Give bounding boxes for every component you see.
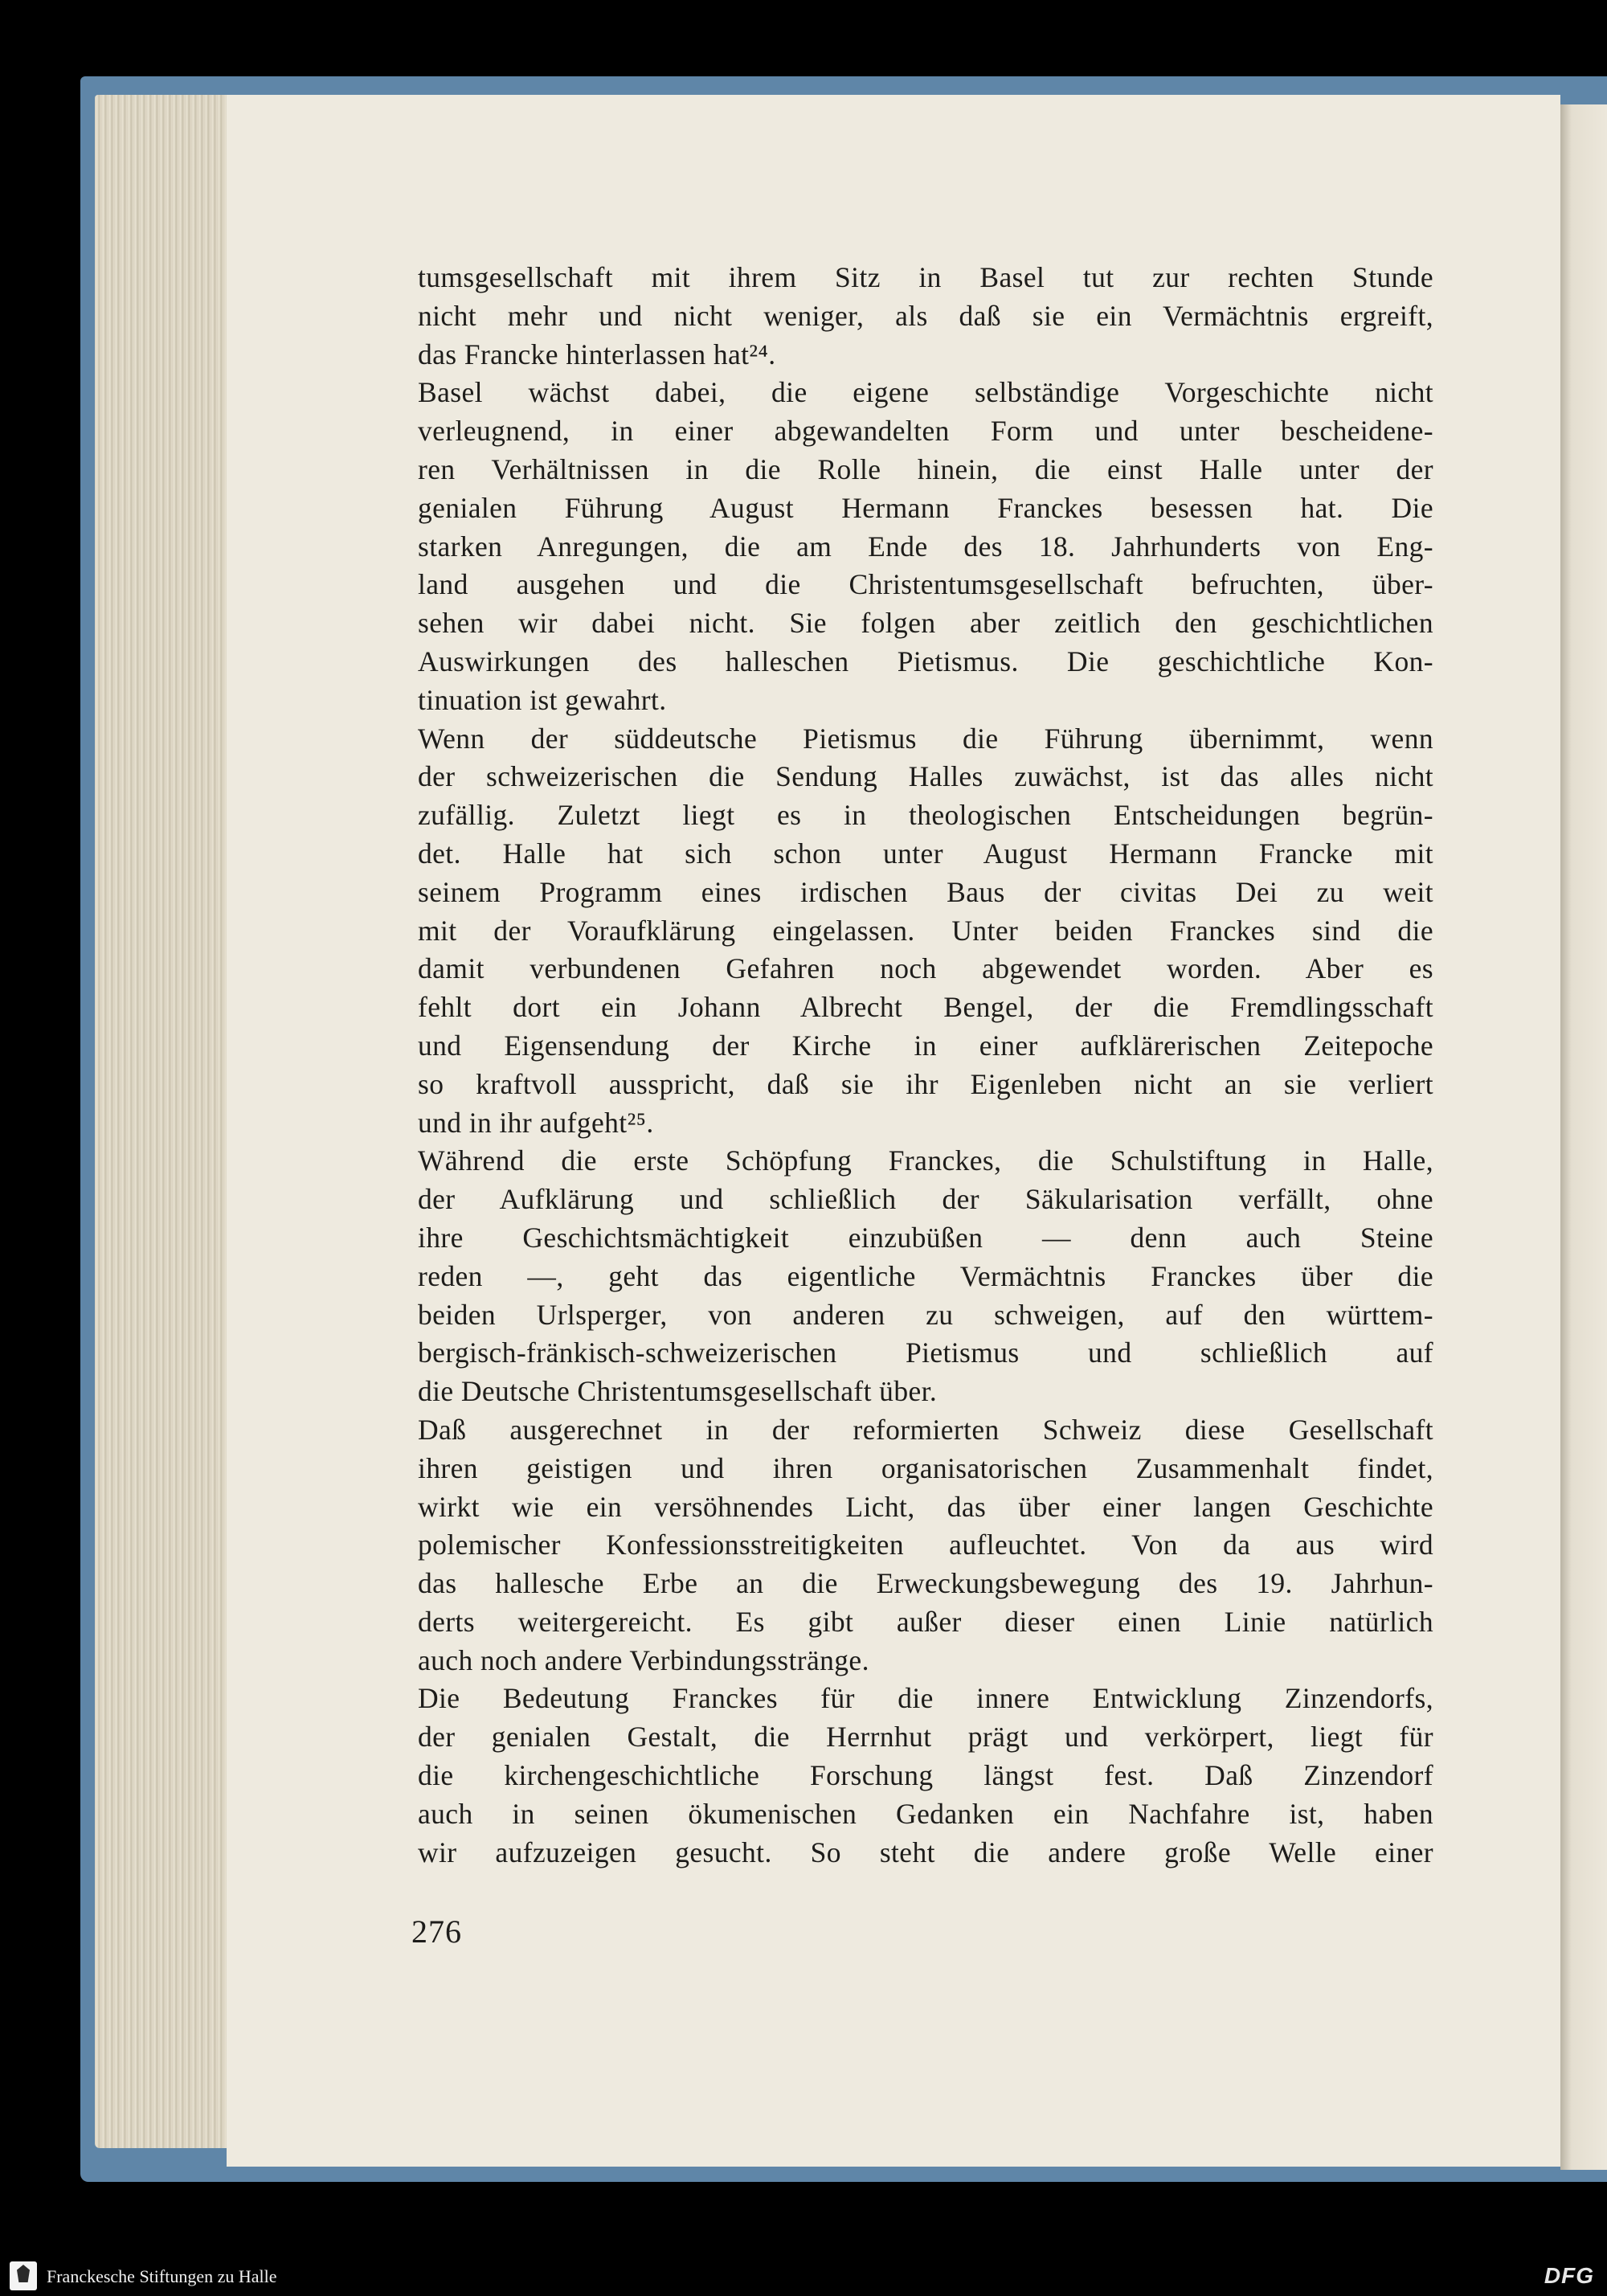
text-line: und Eigensendung der Kirche in einer aufklärerischen Zeitepoche	[418, 1029, 1433, 1062]
text-line: auch in seinen ökumenischen Gedanken ein Nachfahre ist, haben	[418, 1797, 1433, 1830]
text-line: auch noch andere Verbindungsstränge.	[418, 1643, 869, 1676]
text-line: wirkt wie ein versöhnendes Licht, das über einer langen Geschichte	[418, 1490, 1433, 1523]
text-line: fehlt dort ein Johann Albrecht Bengel, der die Fremdlingsschaft	[418, 991, 1433, 1024]
text-line: Daß ausgerechnet in der reformierten Schweiz diese Gesellschaft	[418, 1413, 1433, 1446]
text-line: seinem Programm eines irdischen Baus der civitas Dei zu weit	[418, 875, 1433, 908]
text-line: damit verbundenen Gefahren noch abgewendet worden. Aber es	[418, 952, 1433, 985]
text-line: reden —, geht das eigentliche Vermächtnis Franckes über die	[418, 1259, 1433, 1292]
text-line: ren Verhältnissen in die Rolle hinein, die einst Halle unter der	[418, 452, 1433, 485]
text-line: tinuation ist gewahrt.	[418, 683, 667, 716]
text-line: starken Anregungen, die am Ende des 18. Jahrhunderts von Eng-	[418, 530, 1433, 563]
text-line: der schweizerischen die Sendung Halles zuwächst, ist das alles nicht	[418, 760, 1433, 793]
text-line: beiden Urlsperger, von anderen zu schweigen, auf den württem-	[418, 1298, 1433, 1331]
text-line: der genialen Gestalt, die Herrnhut prägt und verkörpert, liegt für	[418, 1721, 1433, 1754]
text-line: das hallesche Erbe an die Erweckungsbewegung des 19. Jahrhun-	[418, 1567, 1433, 1600]
body-text	[418, 259, 1433, 1872]
facing-page-edge	[1560, 104, 1607, 2170]
text-line: bergisch-fränkisch-schweizerischen Pietismus und schließlich auf	[418, 1336, 1433, 1369]
text-line: und in ihr aufgeht²⁵.	[418, 1106, 654, 1139]
text-line: sehen wir dabei nicht. Sie folgen aber zeitlich den geschichtlichen	[418, 607, 1433, 640]
text-line: mit der Voraufklärung eingelassen. Unter beiden Franckes sind die	[418, 914, 1433, 947]
text-line: so kraftvoll ausspricht, daß sie ihr Eigenleben nicht an sie verliert	[418, 1067, 1433, 1100]
text-line: Wenn der süddeutsche Pietismus die Führung übernimmt, wenn	[418, 722, 1433, 755]
text-line: die kirchengeschichtliche Forschung längst fest. Daß Zinzendorf	[418, 1759, 1433, 1792]
text-line: derts weitergereicht. Es gibt außer dieser einen Linie natürlich	[418, 1605, 1433, 1638]
text-line: die Deutsche Christentumsgesellschaft über.	[418, 1375, 938, 1408]
franckesche-stiftungen-logo-icon	[10, 2261, 37, 2290]
dfg-logo: DFG	[1544, 2263, 1594, 2288]
text-line: nicht mehr und nicht weniger, als daß sie ein Vermächtnis ergreift,	[418, 299, 1433, 332]
text-line: polemischer Konfessionsstreitigkeiten aufleuchtet. Von da aus wird	[418, 1529, 1433, 1561]
text-line: das Francke hinterlassen hat²⁴.	[418, 338, 776, 370]
text-line: Während die erste Schöpfung Franckes, die Schulstiftung in Halle,	[418, 1144, 1433, 1177]
text-line: Auswirkungen des halleschen Pietismus. Die geschichtliche Kon-	[418, 645, 1433, 677]
text-line: ihre Geschichtsmächtigkeit einzubüßen — denn auch Steine	[418, 1221, 1433, 1254]
text-line: wir aufzuzeigen gesucht. So steht die andere große Welle einer	[418, 1836, 1433, 1868]
text-line: land ausgehen und die Christentumsgesellschaft befruchten, über-	[418, 568, 1433, 601]
page-edges	[95, 95, 231, 2148]
page-number: 276	[411, 1913, 462, 1950]
text-line: ihren geistigen und ihren organisatorischen Zusammenhalt findet,	[418, 1451, 1433, 1484]
footer-bar	[0, 2257, 1607, 2296]
text-line: verleugnend, in einer abgewandelten Form und unter bescheidene-	[418, 415, 1433, 448]
text-line: Basel wächst dabei, die eigene selbständige Vorgeschichte nicht	[418, 376, 1433, 409]
text-line: det. Halle hat sich schon unter August Hermann Francke mit	[418, 837, 1433, 870]
text-line: Die Bedeutung Franckes für die innere Entwicklung Zinzendorfs,	[418, 1682, 1433, 1715]
text-line: zufällig. Zuletzt liegt es in theologischen Entscheidungen begrün-	[418, 799, 1433, 832]
text-line: tumsgesellschaft mit ihrem Sitz in Basel tut zur rechten Stunde	[418, 261, 1433, 293]
text-line: der Aufklärung und schließlich der Säkularisation verfällt, ohne	[418, 1183, 1433, 1216]
institution-name: Franckesche Stiftungen zu Halle	[47, 2266, 277, 2286]
text-line: genialen Führung August Hermann Franckes besessen hat. Die	[418, 491, 1433, 524]
